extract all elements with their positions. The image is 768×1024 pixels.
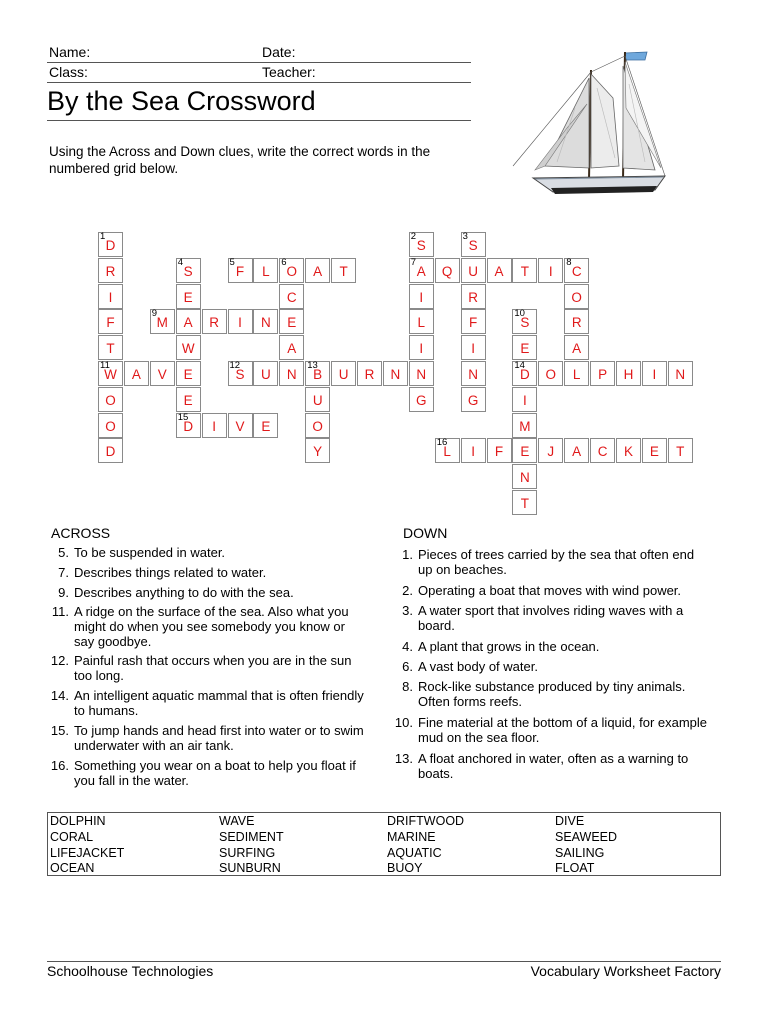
cell-letter: T <box>520 263 530 279</box>
crossword-cell[interactable] <box>512 413 537 438</box>
crossword-cell[interactable] <box>409 387 434 412</box>
cell-letter: C <box>597 444 608 460</box>
cell-letter: L <box>262 263 270 279</box>
crossword-cell[interactable] <box>279 309 304 334</box>
clue-number: 7 <box>410 256 417 268</box>
cell-letter: A <box>131 367 141 382</box>
cell-letter: T <box>339 263 348 279</box>
cell-letter: I <box>548 263 553 279</box>
crossword-cell[interactable] <box>98 232 123 257</box>
cell-letter: M <box>519 418 531 434</box>
clue-number: 13 <box>307 360 318 371</box>
cell-letter: E <box>520 444 530 460</box>
word-bank-item: SAILING <box>555 846 605 860</box>
word-bank-item: LIFEJACKET <box>50 846 125 860</box>
cell-letter: A <box>494 263 504 279</box>
cell-letter: E <box>183 392 193 408</box>
crossword-cell[interactable] <box>512 490 537 515</box>
crossword-cell[interactable] <box>279 258 304 283</box>
word-bank-item: SUNBURN <box>219 861 281 875</box>
cell-letter: O <box>545 367 557 382</box>
crossword-cell[interactable] <box>176 309 201 334</box>
cell-letter: W <box>104 367 117 382</box>
word-bank-item: SEAWEED <box>555 830 618 844</box>
cell-letter: O <box>571 289 582 305</box>
clue-number: 9 <box>151 308 158 320</box>
cell-letter: I <box>471 341 475 357</box>
word-bank-item: AQUATIC <box>387 846 442 860</box>
cell-letter: O <box>105 392 116 408</box>
crossword-cell[interactable] <box>124 361 149 386</box>
cell-letter: E <box>649 444 659 460</box>
clue-number: 5 <box>229 256 235 268</box>
cell-letter: I <box>471 444 475 460</box>
cell-letter: S <box>416 238 426 253</box>
crossword-cell[interactable] <box>253 309 278 334</box>
crossword-cell[interactable] <box>331 258 356 283</box>
cell-letter: I <box>523 392 527 408</box>
cell-letter: U <box>312 392 323 408</box>
cell-letter: P <box>598 367 608 382</box>
crossword-cell[interactable] <box>409 335 434 360</box>
footer-left: Schoolhouse Technologies <box>47 963 214 979</box>
cell-letter: A <box>287 341 297 357</box>
cell-letter: E <box>261 418 271 434</box>
cell-letter: U <box>338 367 349 382</box>
clue-number: 12 <box>229 360 241 371</box>
crossword-cell[interactable] <box>461 387 486 412</box>
cell-letter: S <box>520 315 530 331</box>
crossword-cell[interactable] <box>176 413 201 438</box>
clue-number: 10 <box>514 308 525 320</box>
word-bank-item: SEDIMENT <box>219 830 284 844</box>
crossword-cell[interactable] <box>279 335 304 360</box>
crossword-cell[interactable] <box>176 284 201 309</box>
clue-number: 8 <box>566 256 572 268</box>
clue-number: 3 <box>462 231 468 242</box>
footer-divider <box>47 961 721 962</box>
crossword-cell[interactable] <box>98 335 123 360</box>
name-label: Name: <box>49 44 91 60</box>
clue-number: 11 <box>100 360 110 371</box>
cell-letter: E <box>183 289 193 305</box>
word-bank-item: OCEAN <box>50 861 95 875</box>
crossword-cell[interactable] <box>305 361 330 386</box>
crossword-cell[interactable] <box>435 438 460 463</box>
crossword-cell[interactable] <box>487 438 512 463</box>
cell-letter: T <box>676 444 685 460</box>
cell-letter: G <box>467 392 479 408</box>
teacher-label: Teacher: <box>262 64 316 80</box>
instructions: Using the Across and Down clues, write the correct words in the numbered grid below. <box>49 144 431 176</box>
clue-number: 16 <box>436 437 448 449</box>
crossword-cell[interactable] <box>176 335 201 360</box>
crossword-cell[interactable] <box>176 361 201 386</box>
cell-letter: Y <box>313 444 323 460</box>
crossword-cell[interactable] <box>253 413 278 438</box>
crossword-cell[interactable] <box>564 284 589 309</box>
crossword-cell[interactable] <box>512 335 537 360</box>
crossword-cell[interactable] <box>228 413 253 438</box>
crossword-cell[interactable] <box>616 438 641 463</box>
cell-letter: A <box>313 263 323 279</box>
crossword-cell[interactable] <box>461 284 486 309</box>
crossword-cell[interactable] <box>512 387 537 412</box>
crossword-cell[interactable] <box>564 438 589 463</box>
cell-letter: T <box>520 496 530 511</box>
cell-letter: I <box>419 289 424 305</box>
crossword-cell[interactable] <box>590 438 615 463</box>
crossword-cell[interactable] <box>305 438 330 463</box>
cell-letter: F <box>235 263 245 279</box>
cell-letter: N <box>520 470 530 486</box>
crossword-cell[interactable] <box>642 438 667 463</box>
cell-letter: A <box>572 341 582 357</box>
crossword-cell[interactable] <box>228 361 253 386</box>
clue-number: 1 <box>100 231 106 242</box>
cell-letter: I <box>652 367 657 382</box>
crossword-cell[interactable] <box>98 284 123 309</box>
crossword-cell[interactable] <box>461 258 486 283</box>
crossword-cell[interactable] <box>512 258 537 283</box>
cell-letter: D <box>183 418 194 434</box>
word-bank-item: DRIFTWOOD <box>387 814 465 828</box>
down-heading: DOWN <box>403 525 448 541</box>
cell-letter: T <box>106 341 115 357</box>
crossword-cell[interactable] <box>668 438 693 463</box>
cell-letter: O <box>286 263 298 279</box>
crossword-cell[interactable] <box>487 258 512 283</box>
cell-letter: N <box>675 367 686 382</box>
word-bank <box>47 812 721 876</box>
crossword-cell[interactable] <box>668 361 693 386</box>
cell-letter: F <box>106 315 115 331</box>
cell-letter: R <box>571 315 582 331</box>
crossword-cell[interactable] <box>461 232 486 257</box>
crossword-cell[interactable] <box>331 361 356 386</box>
crossword-cell[interactable] <box>512 438 537 463</box>
across-heading: ACROSS <box>51 525 111 541</box>
cell-letter: R <box>105 263 116 279</box>
crossword-cell[interactable] <box>253 361 278 386</box>
crossword-cell[interactable] <box>98 258 123 283</box>
cell-letter: C <box>571 263 582 279</box>
cell-letter: S <box>468 238 478 253</box>
word-bank-item: FLOAT <box>555 861 595 875</box>
cell-letter: H <box>623 367 634 382</box>
crossword-cell[interactable] <box>409 258 434 283</box>
crossword-cell[interactable] <box>98 438 123 463</box>
page-title: By the Sea Crossword <box>47 86 316 116</box>
crossword-cell[interactable] <box>305 258 330 283</box>
crossword-cell[interactable] <box>253 258 278 283</box>
cell-letter: A <box>572 444 582 460</box>
crossword-cell[interactable] <box>279 284 304 309</box>
word-bank-item: WAVE <box>219 814 255 828</box>
crossword-cell[interactable] <box>564 309 589 334</box>
cell-letter: V <box>235 418 245 434</box>
clue-number: 2 <box>410 231 417 242</box>
crossword-cell[interactable] <box>461 361 486 386</box>
cell-letter: A <box>183 315 193 331</box>
cell-letter: C <box>286 289 297 305</box>
word-bank-item: DOLPHIN <box>50 814 106 828</box>
cell-letter: Q <box>441 263 453 279</box>
crossword-cell[interactable] <box>616 361 641 386</box>
cell-letter: B <box>313 367 323 382</box>
crossword-cell[interactable] <box>228 258 253 283</box>
crossword-cell[interactable] <box>383 361 408 386</box>
cell-letter: N <box>416 367 427 382</box>
crossword-cell[interactable] <box>305 387 330 412</box>
cell-letter: L <box>572 367 581 382</box>
crossword-cell[interactable] <box>642 361 667 386</box>
date-label: Date: <box>262 44 296 60</box>
crossword-cell[interactable] <box>512 361 537 386</box>
crossword-cell[interactable] <box>538 361 563 386</box>
cell-letter: I <box>419 341 424 357</box>
crossword-cell[interactable] <box>202 413 227 438</box>
crossword-cell[interactable] <box>409 361 434 386</box>
cell-letter: A <box>416 263 426 279</box>
cell-letter: K <box>623 444 633 460</box>
crossword-cell[interactable] <box>564 335 589 360</box>
crossword-cell[interactable] <box>435 258 460 283</box>
crossword-cell[interactable] <box>409 232 434 257</box>
crossword-cell[interactable] <box>98 309 123 334</box>
cell-letter: D <box>105 238 116 253</box>
cell-letter: D <box>520 367 530 382</box>
cell-letter: G <box>416 392 427 408</box>
word-bank-item: MARINE <box>387 830 436 844</box>
cell-letter: N <box>261 315 271 331</box>
crossword-cell[interactable] <box>150 361 175 386</box>
crossword-cell[interactable] <box>202 309 227 334</box>
crossword-cell[interactable] <box>228 309 253 334</box>
cell-letter: R <box>468 289 478 305</box>
cell-letter: R <box>364 367 375 382</box>
clue-number: 4 <box>177 256 183 268</box>
cell-letter: L <box>443 444 451 460</box>
crossword-cell[interactable] <box>409 284 434 309</box>
cell-letter: U <box>261 367 271 382</box>
clue-number: 14 <box>514 360 525 371</box>
crossword-cell[interactable] <box>409 309 434 334</box>
cell-letter: N <box>286 367 297 382</box>
word-bank-item: CORAL <box>50 830 94 844</box>
crossword-cell[interactable] <box>538 438 563 463</box>
cell-letter: E <box>183 367 193 382</box>
crossword-cell[interactable] <box>538 258 563 283</box>
cell-letter: D <box>105 444 116 460</box>
crossword-cell[interactable] <box>564 258 589 283</box>
cell-letter: E <box>520 341 530 357</box>
crossword-cell[interactable] <box>512 309 537 334</box>
footer-right: Vocabulary Worksheet Factory <box>530 963 721 979</box>
crossword-cell[interactable] <box>98 413 123 438</box>
cell-letter: O <box>105 418 116 434</box>
cell-letter: I <box>238 315 242 331</box>
crossword-cell[interactable] <box>279 361 304 386</box>
cell-letter: S <box>183 263 193 279</box>
crossword-cell[interactable] <box>98 387 123 412</box>
cell-letter: I <box>212 418 216 434</box>
crossword-cell[interactable] <box>461 335 486 360</box>
cell-letter: F <box>468 315 478 331</box>
cell-letter: R <box>209 315 219 331</box>
cell-letter: N <box>390 367 401 382</box>
cell-letter: U <box>468 263 478 279</box>
crossword-cell[interactable] <box>305 413 330 438</box>
crossword-cell[interactable] <box>512 464 537 489</box>
crossword-cell[interactable] <box>176 258 201 283</box>
word-bank-item: SURFING <box>219 846 276 860</box>
word-bank-item: DIVE <box>555 814 585 828</box>
crossword-cell[interactable] <box>590 361 615 386</box>
crossword-cell[interactable] <box>564 361 589 386</box>
class-label: Class: <box>49 64 88 80</box>
word-bank-item: BUOY <box>387 861 423 875</box>
clue-number: 6 <box>281 256 287 268</box>
clue-number: 15 <box>177 411 189 423</box>
cell-letter: S <box>235 367 245 382</box>
crossword-cell[interactable] <box>176 387 201 412</box>
cell-letter: L <box>417 315 426 331</box>
cell-letter: F <box>494 444 504 460</box>
cell-letter: J <box>547 444 555 460</box>
cell-letter: O <box>312 418 323 434</box>
cell-letter: M <box>156 315 168 331</box>
crossword-cell[interactable] <box>150 309 175 334</box>
cell-letter: N <box>468 367 478 382</box>
crossword-cell[interactable] <box>357 361 382 386</box>
cell-letter: V <box>157 367 167 382</box>
crossword-cell[interactable] <box>461 438 486 463</box>
crossword-cell[interactable] <box>461 309 486 334</box>
cell-letter: I <box>108 289 113 305</box>
cell-letter: E <box>287 315 297 331</box>
cell-letter: W <box>181 341 195 357</box>
crossword-cell[interactable] <box>98 361 123 386</box>
